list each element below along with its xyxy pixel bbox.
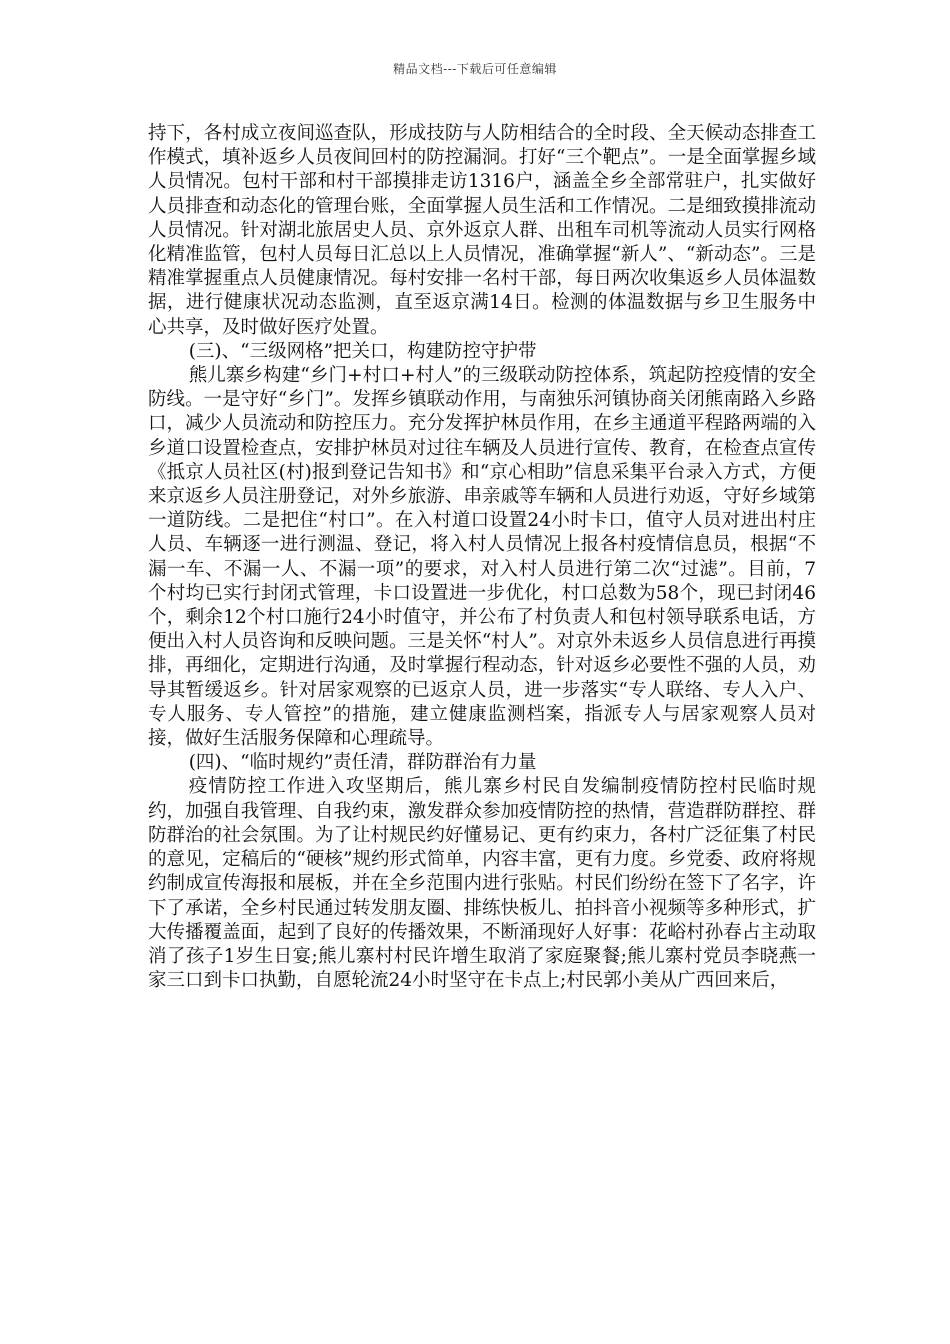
page-header: 精品文档---下载后可任意编辑 bbox=[393, 62, 557, 76]
paragraph-continued: 持下，各村成立夜间巡查队，形成技防与人防相结合的全时段、全天候动态排查工作模式，填补返乡人员夜间回村的防控漏洞。打好“三个靶点”。一是全面掌握乡域人员情况。包村干部和村干部摸排走访1316户，涵盖全乡全部常驻户，扎实做好人员排查和动态化的管理台账，全面掌握人员生活和工作情况。二是细致摸排流动人员情况。针对湖北旅居史人员、京外返京人群、出租车司机等流动人员实行网格化精准监管，包村人员每日汇总以上人员情况，准确掌握“新人”、“新动态”。三是精准掌握重点人员健康情况。每村安排一名村干部，每日两次收集返乡人员体温数据，进行健康状况动态监测，直至返京满14日。检测的体温数据与乡卫生服务中心共享，及时做好医疗处置。 bbox=[148, 123, 816, 338]
section-heading-3: (三)、“三级网格”把关口，构建防控守护带 bbox=[188, 340, 537, 362]
section-heading-4: (四)、“临时规约”责任清，群防群治有力量 bbox=[188, 752, 537, 774]
document-body bbox=[148, 122, 816, 993]
paragraph-three-level-grid: 熊儿寨乡构建“乡门+村口+村人”的三级联动防控体系，筑起防控疫情的安全防线。一是守好“乡门”。发挥乡镇联动作用，与南独乐河镇协商关闭熊南路入乡路口，减少人员流动和防控压力。充分发挥护林员作用，在乡主通道平程路两端的入乡道口设置检查点，安排护林员对过往车辆及人员进行宣传、教育，在检查点宣传《抵京人员社区(村)报到登记告知书》和“京心相助”信息采集平台录入方式，方便来京返乡人员注册登记，对外乡旅游、串亲戚等车辆和人员进行劝返，守好乡域第一道防线。二是把住“村口”。在入村道口设置24小时卡口，值守人员对进出村庄人员、车辆逐一进行测温、登记，将入村人员情况上报各村疫情信息员，根据“不漏一车、不漏一人、不漏一项”的要求，对入村人员进行第二次“过滤”。目前，7个村均已实行封闭式管理，卡口设置进一步优化，村口总数为58个，现已封闭46个，剩余12个村口施行24小时值守，并公布了村负责人和包村领导联系电话，方便出入村人员咨询和反映问题。三是关怀“村人”。对京外未返乡人员信息进行再摸排，再细化，定期进行沟通，及时掌握行程动态，针对返乡必要性不强的人员，劝导其暂缓返乡。针对居家观察的已返京人员，进一步落实“专人联络、专人入户、专人服务、专人管控”的措施，建立健康监测档案，指派专人与居家观察人员对接，做好生活服务保障和心理疏导。 bbox=[148, 365, 816, 750]
paragraph-temporary-rules: 疫情防控工作进入攻坚期后，熊儿寨乡村民自发编制疫情防控村民临时规约，加强自我管理、自我约束，激发群众参加疫情防控的热情，营造群防群控、群防群治的社会氛围。为了让村规民约好懂易记、更有约束力，各村广泛征集了村民的意见，定稿后的“硬核”规约形式简单，内容丰富，更有力度。乡党委、政府将规约制成宣传海报和展板，并在全乡范围内进行张贴。村民们纷纷在签下了名字，许下了承诺，全乡村民通过转发朋友圈、排练快板儿、拍抖音小视频等多种形式，扩大传播覆盖面，起到了良好的传播效果，不断涌现好人好事：花峪村孙春占主动取消了孩子1岁生日宴;熊儿寨村村民许增生取消了家庭聚餐;熊儿寨村党员李晓燕一家三口到卡口执勤，自愿轮流24小时坚守在卡点上;村民郭小美从广西回来后， bbox=[148, 776, 816, 992]
